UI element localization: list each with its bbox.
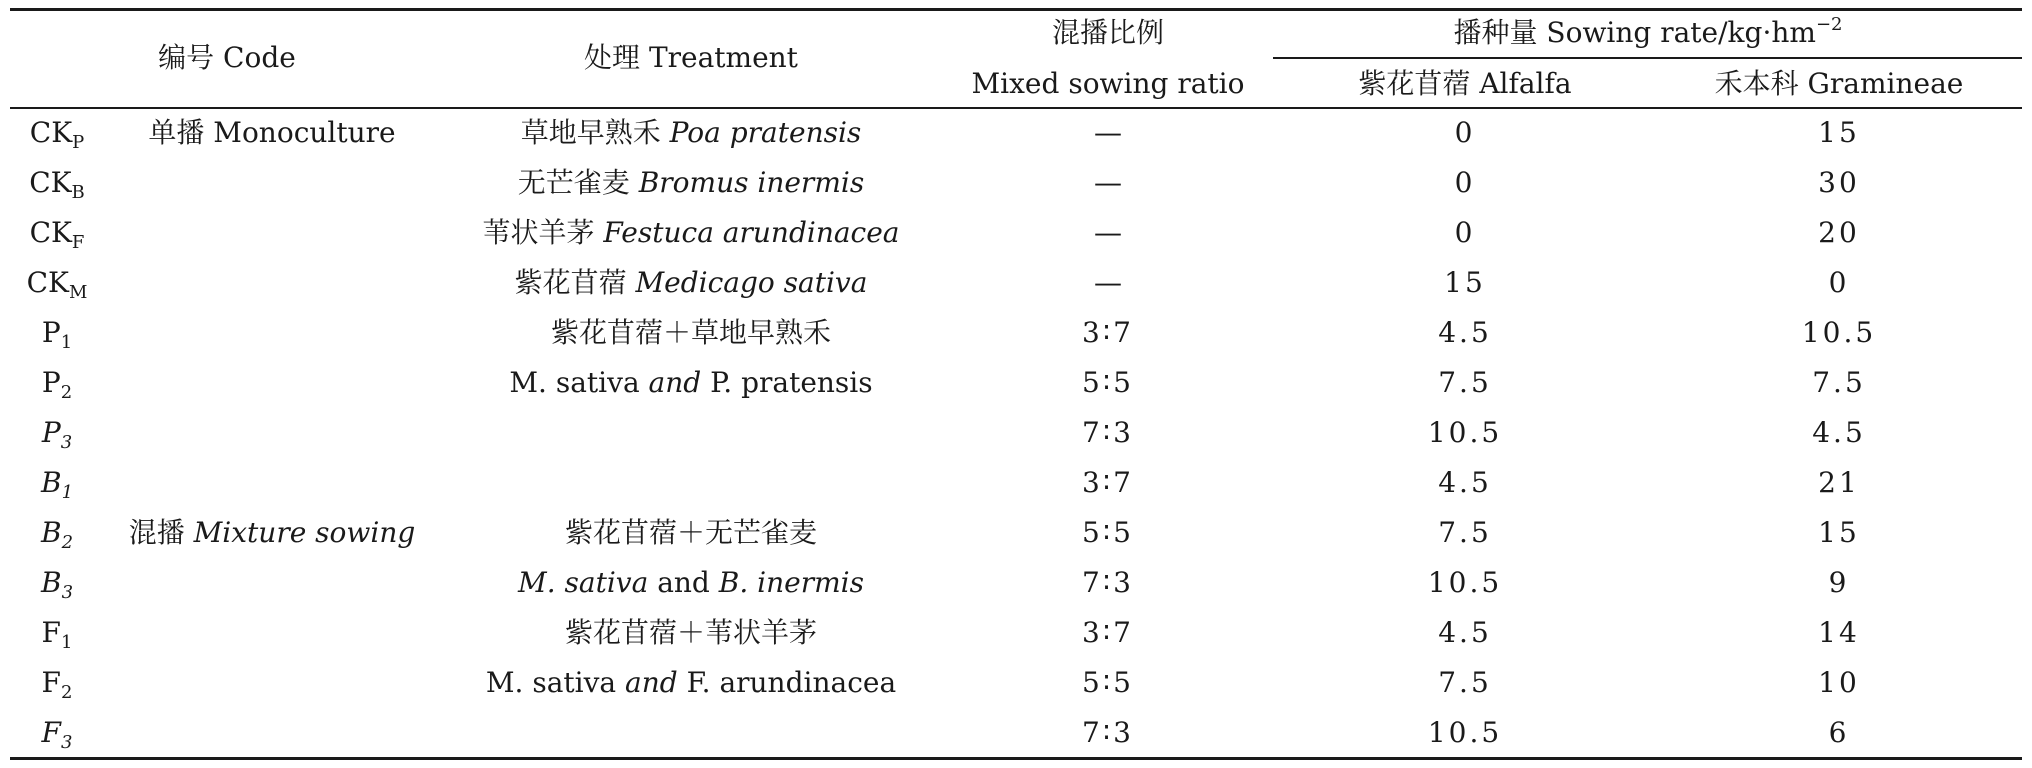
row-code — [40, 566, 74, 603]
row-gramineae-rate: 15 — [1818, 116, 1860, 149]
row-gramineae-rate: 7.5 — [1812, 366, 1866, 399]
row-alfalfa-rate: 0 — [1454, 166, 1476, 199]
row-code — [29, 116, 85, 153]
treatment-bromus-en: Bromus inermis — [638, 166, 865, 199]
row-code — [41, 666, 73, 703]
row-ratio: — — [1094, 116, 1122, 149]
row-ratio: 3∶7 — [1082, 316, 1134, 349]
row-code-main: F — [41, 716, 61, 749]
row-alfalfa-rate: 10.5 — [1427, 566, 1503, 599]
header-ratio-en: Mixed sowing ratio — [971, 67, 1245, 100]
treatment-medicago-zh: 紫花苜蓿 — [514, 266, 636, 299]
row-gramineae-rate: 10 — [1818, 666, 1860, 699]
row-code-main: B — [40, 566, 62, 599]
row-gramineae-rate: 0 — [1828, 266, 1850, 299]
row-ratio: 7∶3 — [1082, 416, 1134, 449]
row-code-sub: 3 — [60, 732, 73, 753]
row-code-sub: 3 — [61, 582, 74, 603]
header-sowing-rate-exponent: −2 — [1815, 14, 1843, 35]
treatment-medicago-en: Medicago sativa — [635, 266, 868, 299]
row-code-main: F — [41, 616, 61, 649]
row-alfalfa-rate: 10.5 — [1427, 416, 1503, 449]
row-code-sub: 3 — [60, 432, 73, 453]
treatment-mix-bromus-en1: M. sativa — [518, 566, 649, 599]
treatment-bromus — [518, 166, 864, 200]
treatment-bromus-zh: 无芒雀麦 — [517, 166, 639, 199]
row-code-sub: 1 — [61, 482, 74, 503]
row-alfalfa-rate: 15 — [1444, 266, 1486, 299]
row-code-sub: 2 — [61, 532, 74, 553]
row-alfalfa-rate: 4.5 — [1438, 616, 1492, 649]
row-code-main: CK — [29, 216, 72, 249]
row-code-sub: P — [72, 132, 85, 153]
row-alfalfa-rate: 0 — [1454, 216, 1476, 249]
row-code — [40, 466, 74, 503]
row-code — [40, 516, 74, 553]
sowing-rate-subrule — [1273, 57, 2022, 59]
treatment-poa-zh: 草地早熟禾 — [520, 116, 670, 149]
row-code — [41, 416, 73, 453]
row-ratio: 5∶5 — [1082, 516, 1134, 549]
header-rule — [10, 107, 2022, 109]
row-alfalfa-rate: 7.5 — [1438, 516, 1492, 549]
row-code-main: F — [41, 666, 61, 699]
header-gramineae: 禾本科 Gramineae — [1714, 67, 1964, 100]
treatment-mix-bromus-and: and — [648, 566, 719, 599]
row-gramineae-rate: 10.5 — [1801, 316, 1877, 349]
row-code — [41, 366, 73, 403]
group-mixture — [129, 516, 416, 550]
treatment-mix-bromus-en2: B. inermis — [718, 566, 864, 599]
row-code-main: P — [41, 366, 61, 399]
row-code — [29, 216, 85, 253]
row-ratio: 7∶3 — [1082, 566, 1134, 599]
row-alfalfa-rate: 4.5 — [1438, 316, 1492, 349]
row-ratio: 5∶5 — [1082, 366, 1134, 399]
row-ratio: 3∶7 — [1082, 616, 1134, 649]
row-code — [41, 616, 73, 653]
top-rule — [10, 8, 2022, 11]
row-gramineae-rate: 30 — [1818, 166, 1860, 199]
row-code-sub: F — [71, 232, 85, 253]
row-alfalfa-rate: 10.5 — [1427, 716, 1503, 749]
treatment-mix-poa-en1: M. sativa — [509, 366, 649, 399]
header-sowing-rate — [1454, 16, 1843, 50]
row-code-sub: 1 — [60, 332, 73, 353]
row-gramineae-rate: 21 — [1818, 466, 1860, 499]
header-code: 编号 Code — [158, 41, 296, 74]
treatment-poa — [521, 116, 862, 150]
row-code-main: P — [41, 316, 61, 349]
treatment-mix-bromus-zh: 紫花苜蓿＋无芒雀麦 — [564, 516, 818, 549]
row-ratio: — — [1094, 216, 1122, 249]
row-code-sub: 2 — [60, 682, 73, 703]
row-code-main: CK — [29, 166, 72, 199]
treatment-mix-festuca-en — [486, 666, 896, 700]
row-alfalfa-rate: 7.5 — [1438, 666, 1492, 699]
bottom-rule — [10, 757, 2022, 760]
group-monoculture: 单播 Monoculture — [148, 116, 396, 149]
row-code-main: CK — [26, 266, 69, 299]
treatment-mix-festuca-en1: M. sativa — [485, 666, 626, 699]
header-sowing-rate-label: 播种量 Sowing rate/kg·hm — [1453, 16, 1816, 49]
treatment-mix-festuca-zh: 紫花苜蓿＋苇状羊茅 — [564, 616, 818, 649]
treatment-festuca — [483, 216, 900, 250]
treatment-festuca-zh: 苇状羊茅 — [482, 216, 604, 249]
treatment-mix-poa-en2: P. pratensis — [701, 366, 873, 399]
row-alfalfa-rate: 0 — [1454, 116, 1476, 149]
row-code-sub: 1 — [60, 632, 73, 653]
row-ratio: 7∶3 — [1082, 716, 1134, 749]
row-gramineae-rate: 6 — [1828, 716, 1850, 749]
group-mixture-en: Mixture sowing — [193, 516, 416, 549]
row-ratio: — — [1094, 266, 1122, 299]
row-code-main: P — [41, 416, 61, 449]
row-code-main: B — [40, 516, 62, 549]
row-code-main: CK — [29, 116, 73, 149]
row-code-sub: M — [68, 282, 88, 303]
treatment-festuca-en: Festuca arundinacea — [603, 216, 900, 249]
row-gramineae-rate: 15 — [1818, 516, 1860, 549]
row-ratio: — — [1094, 166, 1122, 199]
treatment-medicago — [515, 266, 868, 300]
treatment-poa-en: Poa pratensis — [669, 116, 862, 149]
header-treatment: 处理 Treatment — [584, 41, 798, 74]
row-alfalfa-rate: 4.5 — [1438, 466, 1492, 499]
row-alfalfa-rate: 7.5 — [1438, 366, 1492, 399]
header-alfalfa: 紫花苜蓿 Alfalfa — [1358, 67, 1572, 100]
row-code-sub: B — [71, 182, 85, 203]
row-code — [29, 166, 85, 203]
treatment-mix-festuca-en2: F. arundinacea — [677, 666, 897, 699]
group-mixture-zh: 混播 — [128, 516, 194, 549]
row-gramineae-rate: 4.5 — [1812, 416, 1866, 449]
row-code — [26, 266, 88, 303]
row-ratio: 3∶7 — [1082, 466, 1134, 499]
row-code-sub: 2 — [60, 382, 73, 403]
row-ratio: 5∶5 — [1082, 666, 1134, 699]
row-code — [41, 716, 73, 753]
treatment-mix-poa-zh: 紫花苜蓿＋草地早熟禾 — [550, 316, 832, 349]
row-gramineae-rate: 20 — [1818, 216, 1860, 249]
row-code-main: B — [40, 466, 62, 499]
treatment-mix-festuca-and: and — [625, 666, 678, 699]
row-gramineae-rate: 9 — [1828, 566, 1850, 599]
row-gramineae-rate: 14 — [1818, 616, 1860, 649]
treatment-mix-bromus-en — [518, 566, 864, 600]
row-code — [41, 316, 73, 353]
header-ratio-zh: 混播比例 — [1051, 16, 1165, 49]
treatment-mix-poa-and: and — [648, 366, 702, 399]
treatment-mix-poa-en — [509, 366, 872, 400]
